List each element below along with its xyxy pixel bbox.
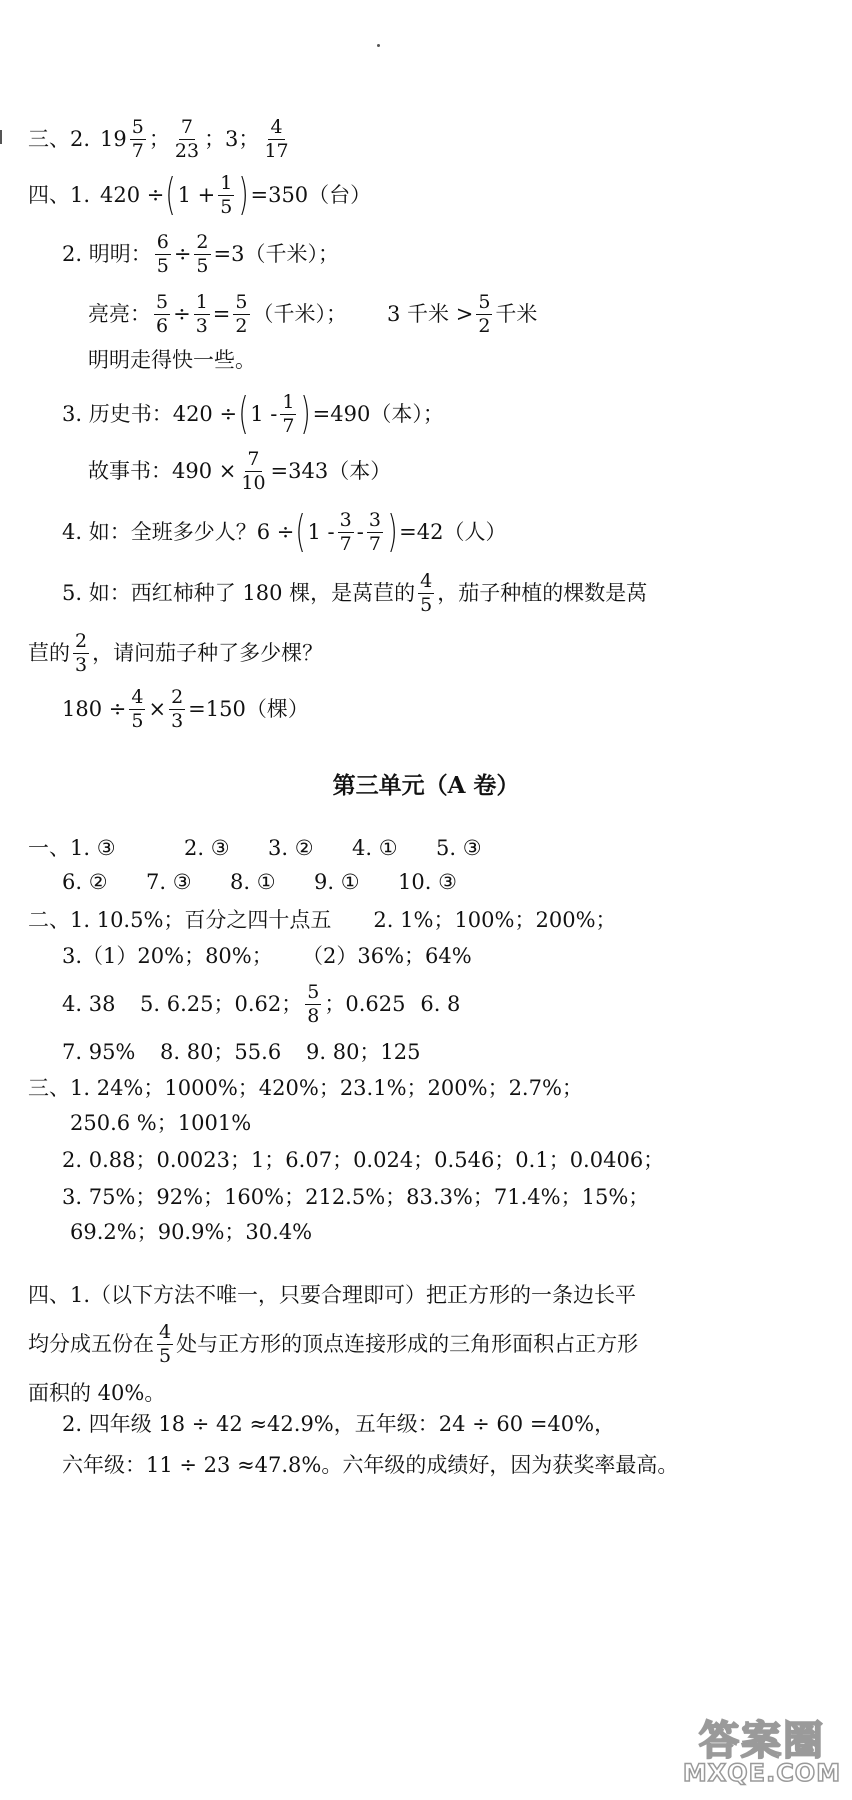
unit-part-1-row2: 6. ② 7. ③ 8. ① 9. ① 10. ③ (62, 870, 457, 894)
fraction: $\frac{5}{2}$ (478, 291, 491, 337)
watermark-text-top: 答案圈 (699, 1718, 825, 1764)
scan-speck (0, 130, 2, 144)
fraction: $\frac{3}{7}$ (339, 508, 352, 555)
paren-close: ) (238, 169, 250, 220)
fraction: $\frac{5}{7}$ (131, 116, 144, 162)
answer-4-4: 4. 如：全班多少人？6 ÷ ( 1 - $\frac{3}{7}$ - $\frac{3}{7}$ ) =42（人） (62, 506, 507, 557)
unit-part-3-1b: 250.6 %；1001% (70, 1111, 252, 1135)
unit-part-2-7: 7. 95% 8. 80；55.6 9. 80；125 (62, 1040, 421, 1064)
fraction: $\frac{5}{2}$ (235, 291, 248, 337)
paren-close: ) (387, 506, 398, 557)
paren-close: ) (300, 388, 312, 439)
scan-speck (377, 44, 380, 47)
fraction: $\frac{1}{7}$ (282, 390, 295, 437)
paren-open: ( (165, 169, 177, 220)
fraction: $\frac{5}{6}$ (156, 291, 169, 337)
unit-part-4-2a: 2. 四年级 18 ÷ 42 ≈42.9%，五年级：24 ÷ 60 =40%， (62, 1412, 616, 1436)
unit-part-3-3b: 69.2%；90.9%；30.4% (70, 1220, 313, 1244)
unit-part-2-3: 3.（1）20%；80%； （2）36%；64% (62, 944, 472, 968)
fraction: $\frac{2}{3}$ (75, 630, 88, 676)
fraction: $\frac{7}{23}$ (174, 116, 200, 162)
answer-4-3-story: 故事书：490 × $\frac{7}{10}$ =343（本） (88, 448, 392, 494)
fraction: $\frac{1}{3}$ (195, 291, 208, 337)
fraction: $\frac{7}{10}$ (241, 448, 266, 494)
fraction: $\frac{2}{3}$ (171, 686, 184, 732)
answer-4-2-mingming: 2. 明明： $\frac{6}{5}$ ÷ $\frac{2}{5}$ =3（千米）； (62, 231, 339, 277)
fraction: $\frac{1}{5}$ (220, 171, 233, 218)
fraction: $\frac{5}{8}$ (307, 981, 320, 1027)
unit-part-4-2b: 六年级：11 ÷ 23 ≈47.8%。六年级的成绩好，因为获奖率最高。 (62, 1453, 679, 1477)
fraction: $\frac{6}{5}$ (156, 231, 169, 277)
unit-part-4-1c: 面积的 40%。 (28, 1381, 166, 1405)
unit-part-1-row1: 一、 1. ③ 2. ③ 3. ② 4. ① 5. ③ (28, 836, 482, 860)
answer-4-2-liangliang: 亮亮： $\frac{5}{6}$ ÷ $\frac{1}{3}$ = $\frac{5}{2}$ （千米）； 3 千米 > $\frac{5}{2}$ 千米 (88, 291, 538, 337)
fraction: $\frac{3}{7}$ (368, 508, 381, 555)
unit-part-3-1a: 三、1. 24%；1000%；420%；23.1%；200%；2.7%； (28, 1076, 583, 1100)
fraction: $\frac{4}{5}$ (420, 570, 433, 616)
fraction: $\frac{2}{5}$ (196, 231, 209, 277)
fraction: $\frac{4}{17}$ (264, 116, 289, 162)
section-title: 第三单元（A 卷） (332, 772, 520, 799)
paren-open: ( (238, 388, 249, 439)
unit-part-2-4: 4. 38 5. 6.25；0.62； $\frac{5}{8}$ ；0.625 6. 8 (62, 981, 461, 1027)
answer-4-5-solution: 180 ÷ $\frac{4}{5}$ × $\frac{2}{3}$ =150（棵） (62, 686, 309, 732)
fraction: $\frac{4}{5}$ (159, 1321, 172, 1367)
watermark-text-bottom: MXQE.COM (682, 1759, 842, 1787)
answer-3-2: 三、2. 19 $\frac{5}{7}$ ； $\frac{7}{23}$ ；3； $\frac{4}{17}$ (28, 116, 289, 162)
item-label: 四、1. (28, 182, 91, 207)
answer-4-5-question-line1: 5. 如：西红柿种了 180 棵，是莴苣的 $\frac{4}{5}$ ，茄子种植的棵数是莴 (62, 570, 648, 616)
unit-part-2-1: 二、1. 10.5%；百分之四十点五 2. 1%；100%；200%； (28, 908, 617, 932)
fraction: $\frac{4}{5}$ (131, 686, 144, 732)
answer-4-3-history: 3. 历史书：420 ÷ ( 1 - $\frac{1}{7}$ ) =490（本）； (62, 388, 444, 439)
item-label: 三、2. (28, 127, 91, 151)
unit-part-3-3a: 3. 75%；92%；160%；212.5%；83.3%；71.4%；15%； (62, 1185, 650, 1209)
unit-part-3-2: 2. 0.88；0.0023；1；6.07；0.024；0.546；0.1；0.0406； (62, 1148, 665, 1172)
answer-4-1: 四、1. 420 ÷ ( 1 + $\frac{1}{5}$ ) =350（台） (28, 169, 372, 220)
answer-4-2-conclusion: 明明走得快一些。 (88, 348, 256, 372)
answer-4-5-question-line2: 苣的 $\frac{2}{3}$ ，请问茄子种了多少棵？ (28, 630, 324, 676)
paren-open: ( (295, 506, 307, 557)
unit-part-4-1a: 四、1.（以下方法不唯一，只要合理即可）把正方形的一条边长平 (28, 1283, 637, 1307)
unit-part-4-1b: 均分成五份在 $\frac{4}{5}$ 处与正方形的顶点连接形成的三角形面积占正方形 (28, 1321, 639, 1367)
watermark-logo (682, 1714, 842, 1792)
